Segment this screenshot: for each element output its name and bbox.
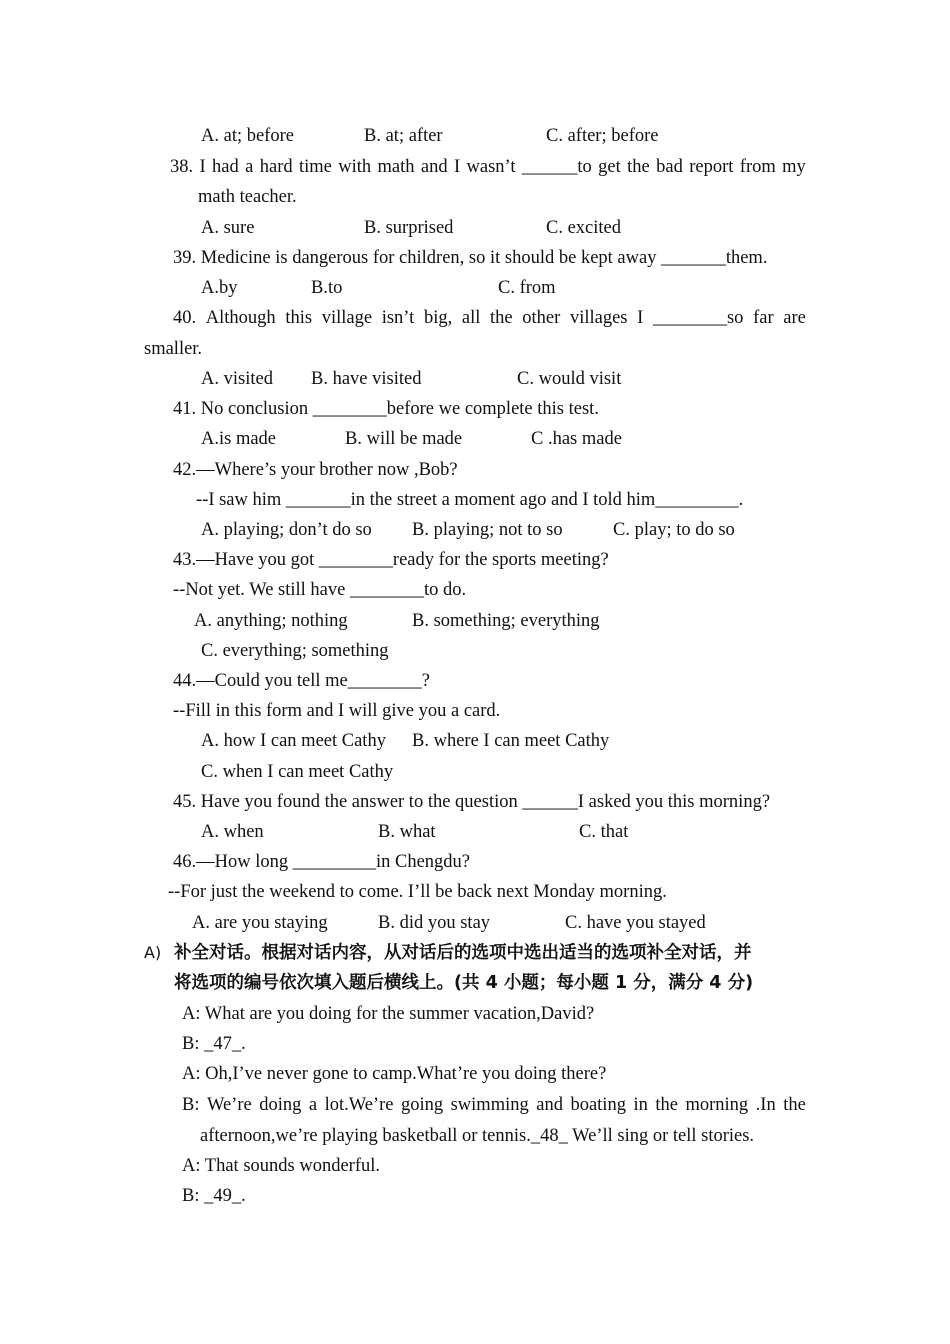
q41-option-c: C .has made <box>531 429 622 449</box>
dialogue-line-4: B: We’re doing a lot.We’re going swimming and boating in the morning .In the <box>182 1095 806 1115</box>
dialogue-line-7: B: _49_. <box>182 1186 246 1206</box>
q45-option-c: C. that <box>579 822 629 842</box>
q37-option-b: B. at; after <box>364 126 443 146</box>
q37-option-a: A. at; before <box>201 126 294 146</box>
q45-option-b: B. what <box>378 822 436 842</box>
q41-option-b: B. will be made <box>345 429 463 449</box>
q39-option-c: C. from <box>498 278 556 298</box>
q42-option-a: A. playing; don’t do so <box>201 520 372 540</box>
q38-stem-line2: math teacher. <box>198 187 297 207</box>
q44-option-b: B. where I can meet Cathy <box>412 731 610 751</box>
q41-stem: 41. No conclusion ________before we complete this test. <box>173 399 599 419</box>
q39-stem: 39. Medicine is dangerous for children, so it should be kept away _______them. <box>173 248 768 268</box>
q40-option-a: A. visited <box>201 369 273 389</box>
q42-option-c: C. play; to do so <box>613 520 735 540</box>
q40-stem-line1: 40. Although this village isn’t big, all the other villages I ________so far are <box>173 308 806 328</box>
q46-question: 46.—How long _________in Chengdu? <box>173 852 471 872</box>
q44-option-a: A. how I can meet Cathy <box>201 731 386 751</box>
section-marker: A) <box>144 943 162 962</box>
q39-option-b: B.to <box>311 278 343 298</box>
q43-question: 43.—Have you got ________ready for the sports meeting? <box>173 550 609 570</box>
section-instruction-line1: 补全对话。根据对话内容，从对话后的选项中选出适当的选项补全对话，并 <box>174 943 752 963</box>
q39-option-a: A.by <box>201 278 238 298</box>
q37-option-c: C. after; before <box>546 126 659 146</box>
q42-question: 42.—Where’s your brother now ,Bob? <box>173 460 458 480</box>
dialogue-line-6: A: That sounds wonderful. <box>182 1156 380 1176</box>
q43-option-c: C. everything; something <box>201 641 389 661</box>
q38-option-a: A. sure <box>201 218 255 238</box>
section-instruction-line2: 将选项的编号依次填入题后横线上。(共 4 小题；每小题 1 分，满分 4 分) <box>174 973 754 993</box>
q43-option-a: A. anything; nothing <box>194 611 348 631</box>
q43-answer: --Not yet. We still have ________to do. <box>173 580 467 600</box>
q42-answer: --I saw him _______in the street a moment ago and I told him_________. <box>196 490 744 510</box>
dialogue-line-2: B: _47_. <box>182 1034 246 1054</box>
q46-option-a: A. are you staying <box>192 913 328 933</box>
q46-option-b: B. did you stay <box>378 913 491 933</box>
q45-stem: 45. Have you found the answer to the question ______I asked you this morning? <box>173 792 771 812</box>
q44-option-c: C. when I can meet Cathy <box>201 762 394 782</box>
q38-option-b: B. surprised <box>364 218 454 238</box>
q42-option-b: B. playing; not to so <box>412 520 563 540</box>
q40-option-c: C. would visit <box>517 369 622 389</box>
q45-option-a: A. when <box>201 822 264 842</box>
q43-option-b: B. something; everything <box>412 611 600 631</box>
q40-stem-line2: smaller. <box>144 339 203 359</box>
q38-stem-line1: 38. I had a hard time with math and I wasn’t ______to get the bad report from my <box>170 157 806 177</box>
q44-answer: --Fill in this form and I will give you a card. <box>173 701 501 721</box>
q44-question: 44.—Could you tell me________? <box>173 671 430 691</box>
q46-answer: --For just the weekend to come. I’ll be back next Monday morning. <box>168 882 667 902</box>
dialogue-line-5: afternoon,we’re playing basketball or tennis._48_ We’ll sing or tell stories. <box>200 1126 755 1146</box>
dialogue-line-1: A: What are you doing for the summer vacation,David? <box>182 1004 595 1024</box>
q40-option-b: B. have visited <box>311 369 422 389</box>
q41-option-a: A.is made <box>201 429 277 449</box>
dialogue-line-3: A: Oh,I’ve never gone to camp.What’re you doing there? <box>182 1064 607 1084</box>
q46-option-c: C. have you stayed <box>565 913 706 933</box>
q38-option-c: C. excited <box>546 218 622 238</box>
